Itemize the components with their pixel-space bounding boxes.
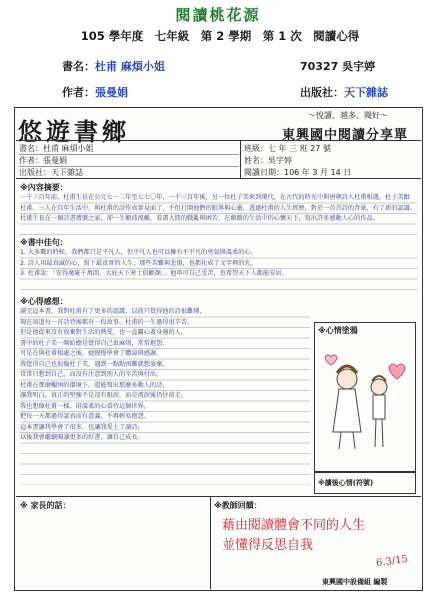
feeling-line: 書中的杜子美一開始總是覺得自己很麻煩，常常抱怨，	[20, 339, 169, 347]
book-label-text: 書名：	[62, 60, 95, 73]
feeling-line: 以後我會繼續閱讀更多的好書，讓自己成長。	[20, 434, 144, 441]
quote-line: 2. 詩人用最真誠的心，寫下最真實的人生；那些苦難與悲傷，也都化成了文字裡的光。	[20, 259, 257, 267]
feeling-line: 現在知道每一首詩背後都有一段故事。杜甫的一生過得很辛苦，	[20, 318, 194, 326]
feeling-line: 我覺得自己也很像杜子美，遇到一點點困難就想放棄，	[20, 360, 169, 368]
feelings-heading: ※心得感想：	[20, 297, 68, 306]
form-banner: 悠遊書鄉	[18, 117, 130, 146]
worksheet-subtitle: 105 學年度 七年級 第 2 學期 第 1 次 閱讀心得	[80, 29, 360, 43]
summary-heading: ※內容摘要：	[20, 183, 68, 192]
teacher-comment-line2: 並懂得反思自我	[222, 538, 314, 553]
publisher-row	[300, 84, 388, 100]
after-reading-heading: ※讀後心情(符號)	[318, 479, 374, 487]
quote-line: 1. 大多數的時候，我們都只是平凡人，但平凡人也可以擁有不平凡的勇氣與溫柔的心。	[20, 249, 257, 256]
quote-line: 3. 杜甫說：「安得廣廈千萬間，大庇天下寒士俱歡顏。」他寧可自己受苦，也希望天下人都能安居。	[20, 270, 288, 277]
teacher-comment-line1: 藉由閱讀體會不同的人生	[222, 518, 366, 533]
form-footer: 東興國中設備組 編製	[322, 578, 388, 586]
feeling-line: 把每一天都過得認真而有意義，不再輕易抱怨。	[20, 413, 150, 420]
feeling-line: 可是在與杜甫相處之後，她慢慢學會了體諒與感謝。	[20, 350, 163, 357]
divider	[16, 496, 421, 497]
author-row	[62, 84, 128, 100]
quotes-heading: ※書中佳句：	[20, 238, 68, 247]
feelings-text	[20, 307, 310, 485]
book-label	[62, 58, 165, 74]
feeling-line: 杜甫在那麼艱困的環境下，還能寫出那麼多動人的詩，	[20, 381, 169, 389]
publisher-name: 天下雜誌	[344, 86, 388, 99]
parent-heading: ※ 家長的話：	[20, 501, 71, 510]
mood-doodle-box	[314, 322, 416, 472]
publisher-label: 出版社：	[300, 86, 344, 99]
feeling-line: 這本書讓我學會了很多，也讓我愛上了讀詩，	[20, 423, 144, 431]
field-class: 班級：七 年 三 班 27 號	[244, 144, 331, 153]
quotes-text	[20, 248, 417, 290]
field-author: 作者：張曼娟	[19, 155, 239, 167]
form-school-title: 東興國中閱讀分享單	[281, 128, 408, 143]
feeling-line: 我也想像杜甫一樣，用溫柔的心看待這個世界，	[20, 402, 150, 410]
summary-line: 杜甫。三人在百年生活中，與杜甫的詩作真實見面了，不但打開他們的眼界與心靈，透過杜甫的人生經歷，對於一首首詩的背景，有了新的認識。	[20, 204, 416, 212]
field-publisher: 出版社：天下雜誌	[19, 168, 83, 177]
summary-text	[20, 193, 417, 235]
feeling-line: 常常只想到自己，而沒有注意到別人的辛苦與付出。	[20, 371, 163, 378]
form-slogan: ～悅讀、越多、閱好～	[308, 111, 388, 120]
divider	[16, 178, 421, 179]
field-name: 姓名：吳宇婷	[244, 156, 292, 165]
summary-line: 一千三百年前，杜甫生長在公元七一二年至七七〇年，一千三百年後，另一位杜子美來到現代，在古代的時光中與唐朝詩人杜甫相遇，杜子美跟	[20, 194, 410, 201]
doodle-drawing	[319, 337, 411, 455]
feeling-line: 讓我明白，真正的堅強不是沒有眼淚，而是流淚後仍往前走。	[20, 392, 188, 399]
student-id-name: 70327 吳宇婷	[300, 60, 376, 73]
teacher-mark: 6.3/15	[375, 553, 409, 570]
field-book: 書名：杜甫 麻煩小姐	[19, 143, 239, 155]
teacher-heading: ※教師回饋：	[214, 501, 262, 510]
mood-heading: ※心情塗鴉	[318, 326, 358, 335]
page-title: 閱讀桃花源	[175, 6, 261, 24]
field-grid	[16, 140, 421, 179]
summary-line: 杜甫生長在一個詩書禮樂之家，卻一生顛沛流離，看盡人間的戰亂與困苦，在顛簸的生活中仍心懷天下，寫出許多感動人心的作品。	[20, 215, 379, 222]
grid-divider	[240, 141, 241, 179]
book-title: 杜甫 麻煩小姐	[95, 60, 165, 73]
feeling-line: 讀完這本書，我對杜甫有了更多的認識，以前只覺得他的詩很難懂，	[20, 308, 206, 315]
after-reading-box	[314, 472, 416, 494]
author-name: 張曼娟	[95, 86, 128, 99]
field-date: 閱讀日期：106 年 3 月 14 日	[244, 168, 352, 177]
feeling-line: 但是他從來沒有放棄對生活的熱愛，也一直關心著身邊的人。	[20, 329, 188, 336]
author-label: 作者：	[62, 86, 95, 99]
divider-vertical	[210, 497, 211, 589]
